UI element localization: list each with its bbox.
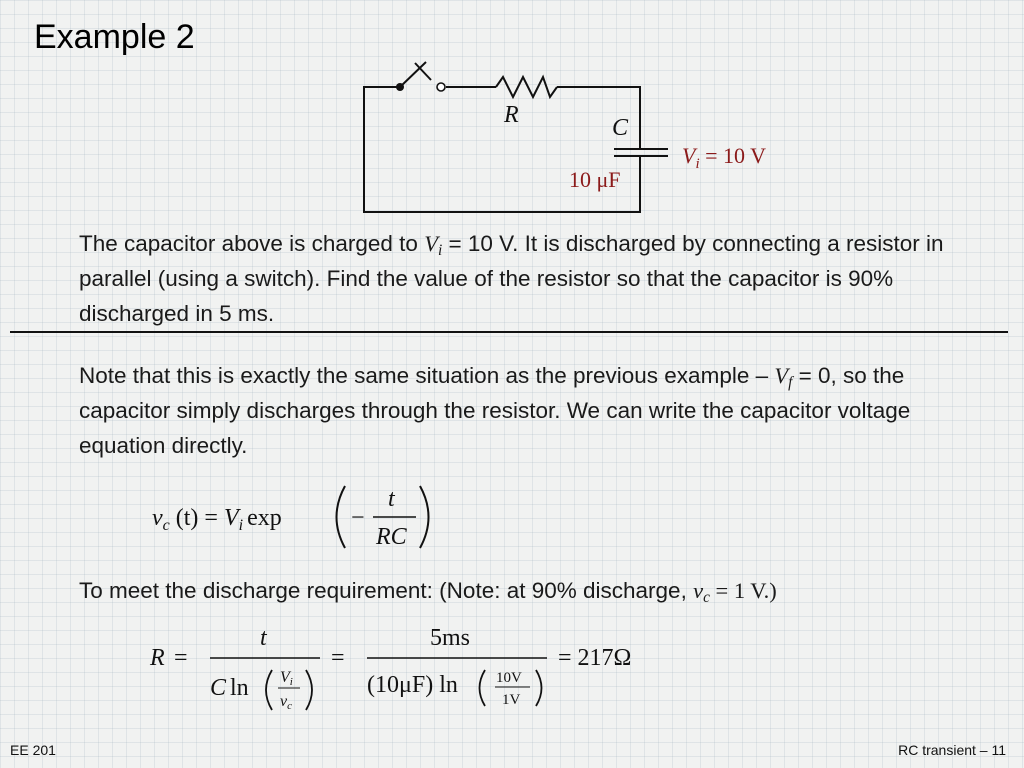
requirement-text-1: To meet the discharge requirement: (Note: at 90% discharge, — [79, 578, 694, 603]
eq2-den1-ln: ln — [230, 675, 249, 701]
svg-text:vc(t) = Viexp: $v_c$ $(t) = V_i$ exp — [152, 505, 282, 534]
wire-left — [364, 87, 640, 212]
capacitor-value: 10 μF — [569, 167, 621, 192]
resistance-equation — [140, 618, 680, 718]
circuit-diagram — [350, 50, 810, 220]
eq2-ratio-den: 1V — [502, 692, 521, 708]
eq2-num1: t — [260, 625, 267, 651]
eq1-minus: − — [351, 505, 365, 531]
switch-pivot — [396, 83, 404, 91]
note-text-2: = 0, so the capacitor simply discharges through the resistor. We can write the capacitor voltage equation directly. — [79, 363, 911, 458]
eq2-paren-l2 — [480, 670, 486, 706]
var-vc-sub: c — [703, 588, 710, 606]
eq2-equals-2: = — [331, 645, 345, 671]
eq2-ratio-num: 10V — [496, 670, 522, 686]
eq1-numerator: t — [388, 486, 395, 512]
eq2-den2: (10μF) ln — [367, 672, 458, 698]
eq2-equals-1: = — [174, 645, 188, 671]
eq2-result: = 217Ω — [558, 645, 632, 671]
divider-rule — [10, 331, 1008, 333]
var-vf: V — [774, 363, 789, 388]
switch-blade — [400, 62, 426, 87]
eq1-denominator: RC — [376, 524, 407, 550]
eq2-paren-r2 — [536, 670, 542, 706]
note-paragraph — [79, 358, 959, 463]
wire-top-right — [446, 87, 640, 149]
eq2-paren-l1 — [266, 670, 272, 710]
problem-text-1: The capacitor above is charged to — [79, 231, 425, 256]
footer-page: RC transient – 11 — [898, 742, 1006, 758]
capacitor-label: C — [612, 115, 629, 141]
switch-contact — [437, 83, 445, 91]
var-vi: V — [424, 231, 438, 256]
note-text-1: Note that this is exactly the same situation as the previous example – — [79, 363, 775, 388]
resistor-symbol — [496, 77, 557, 97]
initial-voltage-label: $V_i = 10$ V — [682, 143, 767, 172]
eq2-num2: 5ms — [430, 625, 471, 651]
paren-left — [337, 486, 346, 548]
var-vf-sub: f — [788, 373, 793, 391]
svg-text:Vi: Vi — [280, 669, 293, 688]
var-vc: v — [693, 578, 704, 603]
eq2-paren-r1 — [306, 670, 312, 710]
eq2-den1-c: C — [210, 675, 227, 701]
problem-statement — [79, 226, 959, 331]
resistor-label: R — [504, 102, 519, 128]
footer-course: EE 201 — [10, 742, 56, 758]
var-vi-sub: i — [437, 241, 443, 259]
requirement-line — [79, 573, 959, 608]
slide-title: Example 2 — [34, 18, 195, 56]
requirement-text-2: = 1 V.) — [709, 578, 777, 603]
problem-text-2: = 10 V. It is discharged by connecting a resistor in parallel (using a switch). Find the value of the resistor so that the capacitor is 90% discharged in 5 ms. — [79, 231, 944, 326]
voltage-equation — [140, 478, 460, 558]
eq2-lhs: R — [150, 645, 165, 671]
paren-right — [420, 486, 429, 548]
svg-text:vc: vc — [280, 693, 292, 712]
